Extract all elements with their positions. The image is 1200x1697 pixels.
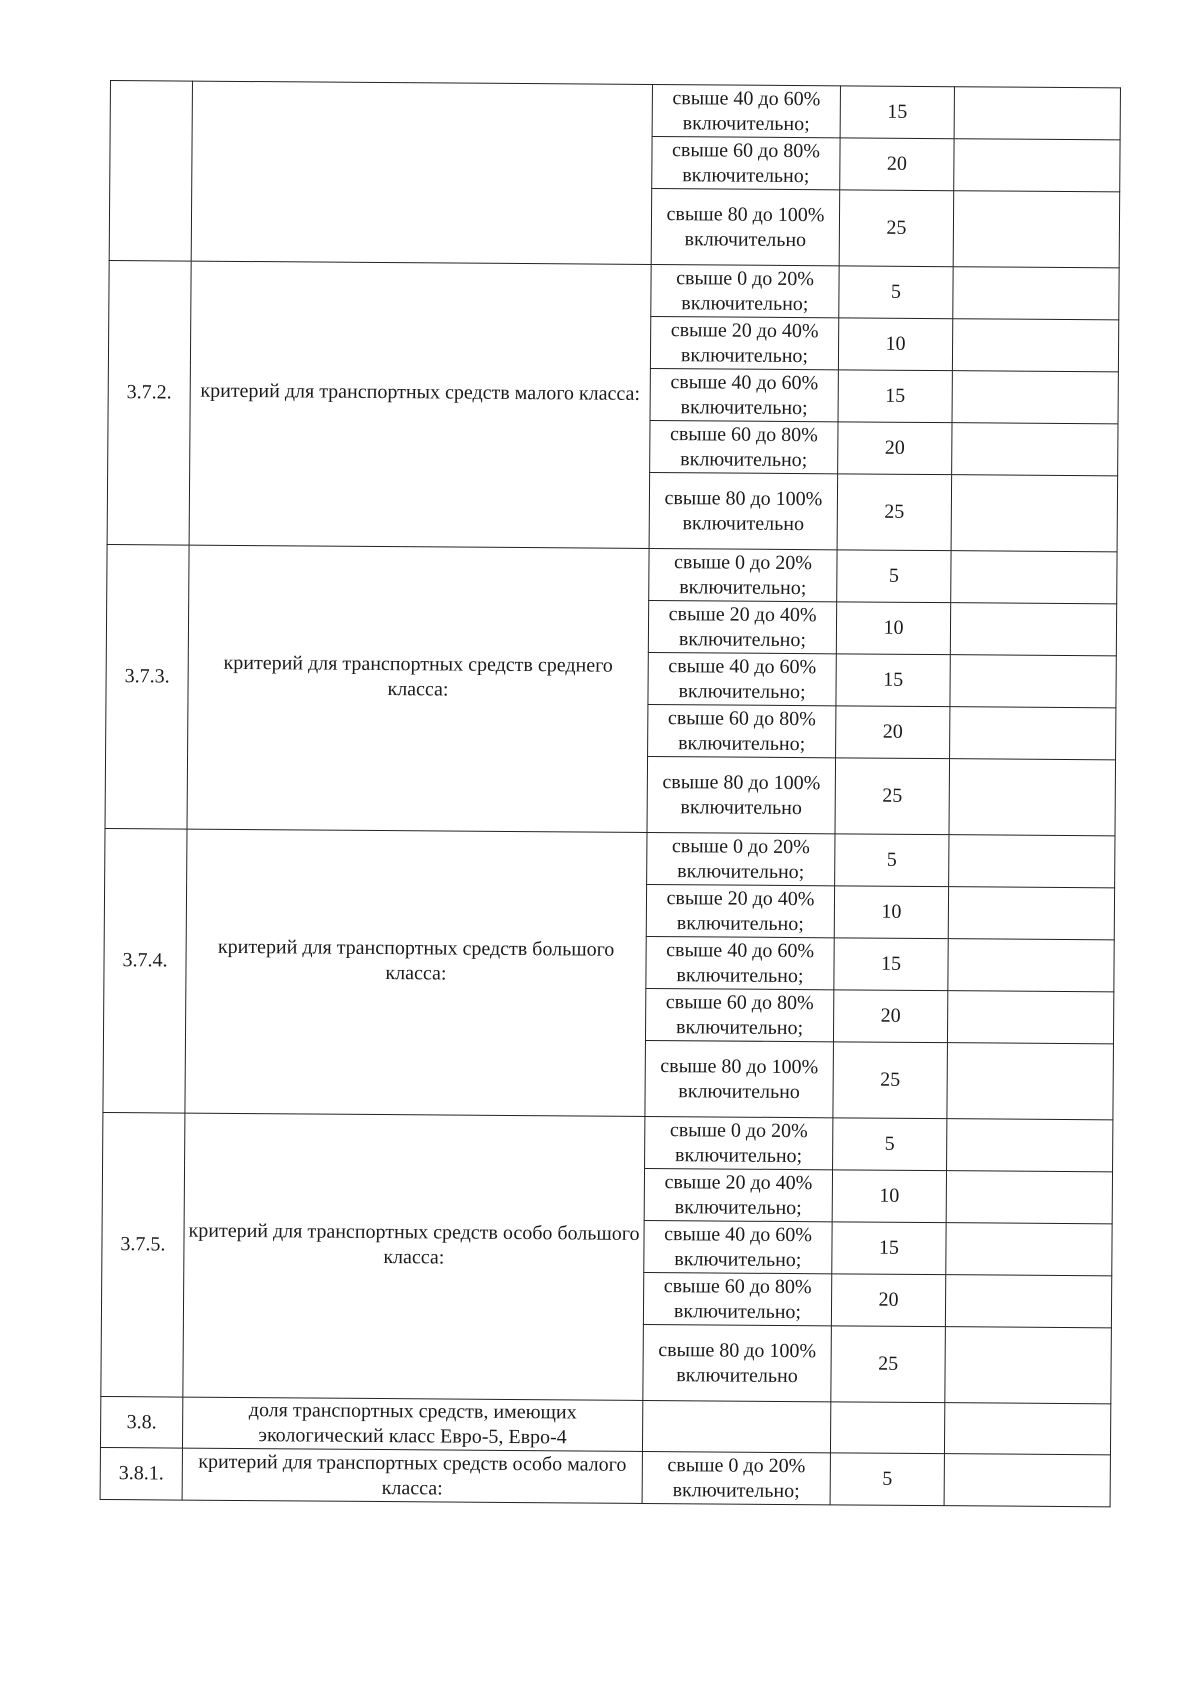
range-cell: свыше 80 до 100% включительно: [647, 756, 836, 833]
points-cell: 25: [833, 1042, 948, 1119]
points-cell: 20: [836, 706, 950, 759]
empty-cell: [953, 267, 1119, 320]
points-cell: 25: [831, 1326, 946, 1403]
points-cell: 15: [834, 938, 948, 991]
criterion-cell: [189, 261, 651, 548]
points-cell: 25: [839, 190, 954, 267]
range-cell: свыше 60 до 80% включительно;: [643, 1272, 831, 1325]
empty-cell: [954, 87, 1120, 140]
item-number-cell: [101, 1112, 185, 1397]
empty-cell: [946, 1223, 1112, 1276]
range-cell: свыше 80 до 100% включительно: [645, 1040, 834, 1117]
range-cell: свыше 0 до 20% включительно;: [651, 264, 839, 317]
item-number: 3.7.3.: [124, 665, 170, 688]
points-cell: 15: [836, 654, 950, 707]
empty-cell: [950, 655, 1116, 708]
range-cell: свыше 60 до 80% включительно;: [648, 704, 836, 757]
range-cell: свыше 40 до 60% включительно;: [646, 936, 834, 989]
criterion-cell: [182, 1397, 642, 1451]
points-cell: 15: [840, 86, 954, 139]
range-cell: свыше 80 до 100% включительно: [643, 1324, 832, 1401]
criterion-text: критерий для транспортных средств большого класса:: [217, 935, 615, 984]
item-number: 3.7.5.: [120, 1233, 166, 1256]
empty-cell: [947, 1043, 1114, 1120]
empty-cell: [949, 835, 1115, 888]
criterion-text: критерий для транспортных средств среднего класса:: [223, 651, 613, 700]
points-cell: 20: [840, 138, 954, 191]
empty-cell: [945, 1327, 1112, 1404]
item-number-cell: [100, 1447, 182, 1500]
points-cell: 5: [837, 550, 951, 603]
empty-cell: [944, 1454, 1110, 1507]
table-row: [110, 81, 1120, 140]
range-cell: свыше 40 до 60% включительно;: [650, 368, 838, 421]
empty-cell: [949, 759, 1116, 836]
criterion-text: доля транспортных средств, имеющих экологический класс Евро-5, Евро-4: [248, 1399, 577, 1449]
range-cell: свыше 40 до 60% включительно;: [652, 84, 840, 137]
points-cell: 20: [838, 422, 952, 475]
item-number: 3.7.2.: [126, 381, 172, 404]
empty-cell: [952, 319, 1118, 372]
points-cell: 10: [836, 602, 950, 655]
table-row: [100, 1396, 1110, 1454]
empty-cell: [945, 1275, 1111, 1328]
criterion-cell: [191, 81, 652, 264]
table-row: [107, 544, 1117, 603]
range-cell: свыше 80 до 100% включительно: [649, 472, 838, 549]
points-cell: 5: [835, 834, 949, 887]
range-cell: свыше 40 до 60% включительно;: [648, 652, 836, 705]
empty-cell: [944, 1403, 1110, 1455]
empty-cell: [954, 139, 1120, 192]
table-row: [105, 828, 1115, 887]
item-number-cell: [105, 544, 189, 829]
empty-cell: [951, 551, 1117, 604]
item-number-cell: [107, 260, 191, 545]
points-cell: 15: [838, 370, 952, 423]
item-number-cell: [100, 1396, 182, 1448]
empty-cell: [948, 887, 1114, 940]
range-cell: свыше 20 до 40% включительно;: [650, 316, 838, 369]
points-cell: 10: [832, 1170, 946, 1223]
item-number-cell: [109, 81, 192, 262]
item-number: 3.8.1.: [118, 1462, 164, 1485]
item-number-cell: [103, 828, 187, 1113]
range-cell: свыше 0 до 20% включительно;: [649, 548, 837, 601]
empty-cell: [947, 991, 1113, 1044]
range-cell: свыше 20 до 40% включительно;: [648, 600, 836, 653]
empty-cell: [950, 603, 1116, 656]
range-cell: свыше 0 до 20% включительно;: [645, 1116, 833, 1169]
range-cell: свыше 60 до 80% включительно;: [645, 988, 833, 1041]
empty-cell: [952, 423, 1118, 476]
range-cell: свыше 20 до 40% включительно;: [644, 1168, 832, 1221]
criterion-cell: [183, 1113, 645, 1400]
criterion-cell: [182, 1448, 642, 1503]
empty-cell: [950, 707, 1116, 760]
empty-cell: [952, 371, 1118, 424]
item-number: 3.7.4.: [122, 949, 168, 972]
table-row: [109, 260, 1119, 319]
criterion-cell: [185, 829, 647, 1116]
points-cell: 15: [832, 1222, 946, 1275]
range-cell: свыше 0 до 20% включительно;: [642, 1451, 830, 1504]
empty-cell: [951, 475, 1118, 552]
criterion-text: критерий для транспортных средств малого класса:: [200, 379, 641, 405]
range-cell: [642, 1400, 830, 1452]
range-cell: свыше 60 до 80% включительно;: [652, 136, 840, 189]
criterion-text: критерий для транспортных средств особо большого класса:: [188, 1219, 640, 1268]
points-cell: 5: [830, 1453, 944, 1506]
table-row: [103, 1112, 1113, 1171]
points-cell: 10: [838, 318, 952, 371]
points-cell: 20: [833, 990, 947, 1043]
range-cell: свыше 80 до 100% включительно: [651, 188, 840, 265]
points-cell: 20: [831, 1274, 945, 1327]
points-cell: 5: [839, 266, 953, 319]
range-cell: свыше 20 до 40% включительно;: [646, 884, 834, 937]
points-cell: 25: [835, 758, 950, 835]
points-cell: 10: [834, 886, 948, 939]
criterion-cell: [187, 545, 649, 832]
empty-cell: [948, 939, 1114, 992]
empty-cell: [953, 191, 1120, 268]
empty-cell: [947, 1119, 1113, 1172]
range-cell: свыше 40 до 60% включительно;: [644, 1220, 832, 1273]
criteria-table: [100, 80, 1121, 1507]
criteria-table-body: [100, 81, 1120, 1507]
points-cell: [830, 1402, 944, 1454]
item-number: 3.8.: [126, 1410, 157, 1433]
points-cell: 25: [837, 474, 952, 551]
empty-cell: [946, 1171, 1112, 1224]
criterion-text: критерий для транспортных средств особо малого класса:: [198, 1450, 627, 1499]
range-cell: свыше 0 до 20% включительно;: [647, 832, 835, 885]
range-cell: свыше 60 до 80% включительно;: [650, 420, 838, 473]
points-cell: 5: [833, 1118, 947, 1171]
table-row: [100, 1447, 1110, 1506]
